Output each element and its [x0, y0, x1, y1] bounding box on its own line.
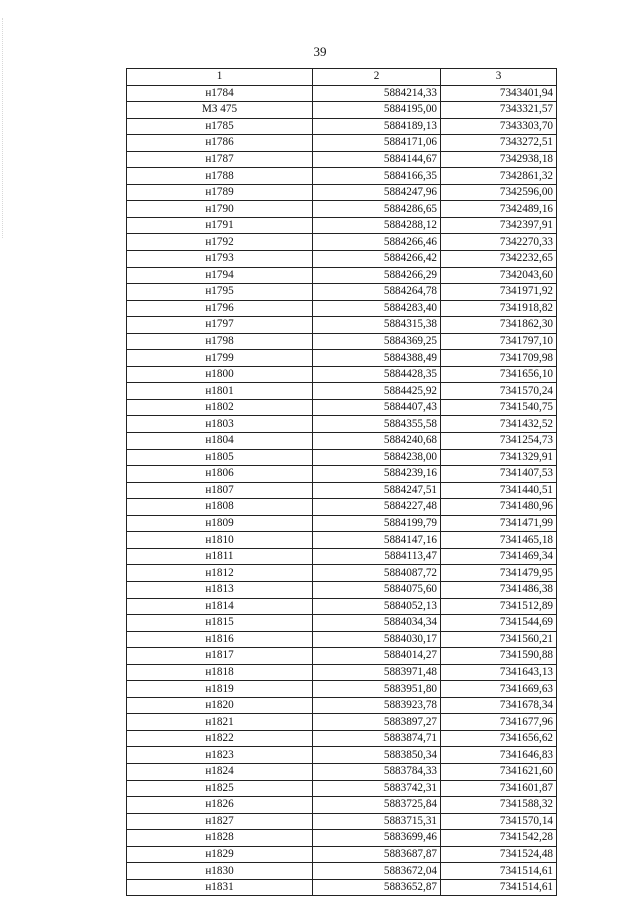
table-row: [127, 383, 557, 400]
point-id-cell: н1817: [127, 648, 313, 665]
point-id-cell: н1831: [127, 879, 313, 896]
point-id-cell: н1804: [127, 433, 313, 450]
y-coordinate-cell: 7341524,48: [441, 846, 557, 863]
x-coordinate-cell: 5884113,47: [313, 548, 441, 565]
point-id-cell: н1823: [127, 747, 313, 764]
table-row: [127, 102, 557, 119]
coordinates-table: [126, 68, 557, 896]
table-row: [127, 284, 557, 301]
table-row: [127, 581, 557, 598]
x-coordinate-cell: 5884239,16: [313, 466, 441, 483]
y-coordinate-cell: 7341669,63: [441, 681, 557, 698]
x-coordinate-cell: 5884030,17: [313, 631, 441, 648]
y-coordinate-cell: 7343401,94: [441, 85, 557, 102]
table-row: [127, 499, 557, 516]
table-row: [127, 366, 557, 383]
x-coordinate-cell: 5884166,35: [313, 168, 441, 185]
x-coordinate-cell: 5884266,29: [313, 267, 441, 284]
x-coordinate-cell: 5884266,42: [313, 251, 441, 268]
x-coordinate-cell: 5884171,06: [313, 135, 441, 152]
y-coordinate-cell: 7341254,73: [441, 433, 557, 450]
y-coordinate-cell: 7341479,95: [441, 565, 557, 582]
table-row: [127, 780, 557, 797]
page-number: 39: [313, 44, 327, 59]
x-coordinate-cell: 5884214,33: [313, 85, 441, 102]
y-coordinate-cell: 7341486,38: [441, 581, 557, 598]
x-coordinate-cell: 5884087,72: [313, 565, 441, 582]
x-coordinate-cell: 5884052,13: [313, 598, 441, 615]
y-coordinate-cell: 7341469,34: [441, 548, 557, 565]
table-row: [127, 433, 557, 450]
table-row: [127, 466, 557, 483]
y-coordinate-cell: 7341709,98: [441, 350, 557, 367]
point-id-cell: н1792: [127, 234, 313, 251]
x-coordinate-cell: 5884189,13: [313, 118, 441, 135]
y-coordinate-cell: 7341560,21: [441, 631, 557, 648]
point-id-cell: н1830: [127, 863, 313, 880]
table-row: [127, 515, 557, 532]
table-row: [127, 846, 557, 863]
table-row: [127, 333, 557, 350]
point-id-cell: н1786: [127, 135, 313, 152]
table-row: [127, 664, 557, 681]
y-coordinate-cell: 7341542,28: [441, 830, 557, 847]
x-coordinate-cell: 5883850,34: [313, 747, 441, 764]
x-coordinate-cell: 5883923,78: [313, 697, 441, 714]
x-coordinate-cell: 5884425,92: [313, 383, 441, 400]
header-row: [127, 69, 557, 86]
table-row: [127, 184, 557, 201]
point-id-cell: н1814: [127, 598, 313, 615]
y-coordinate-cell: 7341432,52: [441, 416, 557, 433]
point-id-cell: н1813: [127, 581, 313, 598]
y-coordinate-cell: 7343321,57: [441, 102, 557, 119]
y-coordinate-cell: 7342596,00: [441, 184, 557, 201]
table-header: [127, 69, 557, 86]
x-coordinate-cell: 5883715,31: [313, 813, 441, 830]
x-coordinate-cell: 5884147,16: [313, 532, 441, 549]
x-coordinate-cell: 5884388,49: [313, 350, 441, 367]
table-row: [127, 730, 557, 747]
y-coordinate-cell: 7341971,92: [441, 284, 557, 301]
y-coordinate-cell: 7342270,33: [441, 234, 557, 251]
point-id-cell: н1801: [127, 383, 313, 400]
point-id-cell: н1805: [127, 449, 313, 466]
x-coordinate-cell: 5884034,34: [313, 615, 441, 632]
x-coordinate-cell: 5883699,46: [313, 830, 441, 847]
table-row: [127, 85, 557, 102]
y-coordinate-cell: 7341407,53: [441, 466, 557, 483]
table-row: [127, 879, 557, 896]
point-id-cell: н1815: [127, 615, 313, 632]
table-row: [127, 763, 557, 780]
table-row: [127, 449, 557, 466]
point-id-cell: н1818: [127, 664, 313, 681]
x-coordinate-cell: 5884428,35: [313, 366, 441, 383]
point-id-cell: н1784: [127, 85, 313, 102]
point-id-cell: н1791: [127, 217, 313, 234]
point-id-cell: н1809: [127, 515, 313, 532]
table-row: [127, 234, 557, 251]
table-row: [127, 350, 557, 367]
point-id-cell: н1807: [127, 482, 313, 499]
table-row: [127, 267, 557, 284]
x-coordinate-cell: 5884315,38: [313, 317, 441, 334]
table-row: [127, 863, 557, 880]
point-id-cell: н1803: [127, 416, 313, 433]
point-id-cell: н1825: [127, 780, 313, 797]
x-coordinate-cell: 5884199,79: [313, 515, 441, 532]
table-row: [127, 797, 557, 814]
point-id-cell: н1808: [127, 499, 313, 516]
y-coordinate-cell: 7342397,91: [441, 217, 557, 234]
x-coordinate-cell: 5883971,48: [313, 664, 441, 681]
y-coordinate-cell: 7341601,87: [441, 780, 557, 797]
point-id-cell: н1798: [127, 333, 313, 350]
point-id-cell: н1821: [127, 714, 313, 731]
point-id-cell: МЗ 475: [127, 102, 313, 119]
x-coordinate-cell: 5883742,31: [313, 780, 441, 797]
point-id-cell: н1816: [127, 631, 313, 648]
y-coordinate-cell: 7341656,62: [441, 730, 557, 747]
table-row: [127, 631, 557, 648]
x-coordinate-cell: 5884355,58: [313, 416, 441, 433]
point-id-cell: н1797: [127, 317, 313, 334]
y-coordinate-cell: 7341544,69: [441, 615, 557, 632]
point-id-cell: н1802: [127, 399, 313, 416]
y-coordinate-cell: 7341643,13: [441, 664, 557, 681]
point-id-cell: н1824: [127, 763, 313, 780]
table-row: [127, 648, 557, 665]
table-row: [127, 615, 557, 632]
x-coordinate-cell: 5883897,27: [313, 714, 441, 731]
point-id-cell: н1789: [127, 184, 313, 201]
y-coordinate-cell: 7341514,61: [441, 879, 557, 896]
y-coordinate-cell: 7341512,89: [441, 598, 557, 615]
y-coordinate-cell: 7341862,30: [441, 317, 557, 334]
x-coordinate-cell: 5883725,84: [313, 797, 441, 814]
table-row: [127, 300, 557, 317]
y-coordinate-cell: 7342489,16: [441, 201, 557, 218]
table-row: [127, 482, 557, 499]
table-row: [127, 697, 557, 714]
point-id-cell: н1812: [127, 565, 313, 582]
y-coordinate-cell: 7341588,32: [441, 797, 557, 814]
table-row: [127, 317, 557, 334]
y-coordinate-cell: 7341514,61: [441, 863, 557, 880]
point-id-cell: н1796: [127, 300, 313, 317]
y-coordinate-cell: 7341590,88: [441, 648, 557, 665]
table-row: [127, 830, 557, 847]
y-coordinate-cell: 7342938,18: [441, 151, 557, 168]
table-row: [127, 399, 557, 416]
point-id-cell: н1790: [127, 201, 313, 218]
y-coordinate-cell: 7342861,32: [441, 168, 557, 185]
point-id-cell: н1795: [127, 284, 313, 301]
y-coordinate-cell: 7342232,65: [441, 251, 557, 268]
table-row: [127, 548, 557, 565]
y-coordinate-cell: 7341797,10: [441, 333, 557, 350]
y-coordinate-cell: 7341918,82: [441, 300, 557, 317]
table-row: [127, 201, 557, 218]
x-coordinate-cell: 5883874,71: [313, 730, 441, 747]
point-id-cell: н1820: [127, 697, 313, 714]
point-id-cell: н1794: [127, 267, 313, 284]
y-coordinate-cell: 7341656,10: [441, 366, 557, 383]
point-id-cell: н1827: [127, 813, 313, 830]
point-id-cell: н1822: [127, 730, 313, 747]
y-coordinate-cell: 7341480,96: [441, 499, 557, 516]
y-coordinate-cell: 7343303,70: [441, 118, 557, 135]
table-row: [127, 168, 557, 185]
x-coordinate-cell: 5883672,04: [313, 863, 441, 880]
y-coordinate-cell: 7341677,96: [441, 714, 557, 731]
x-coordinate-cell: 5884369,25: [313, 333, 441, 350]
point-id-cell: н1788: [127, 168, 313, 185]
x-coordinate-cell: 5884288,12: [313, 217, 441, 234]
x-coordinate-cell: 5884247,96: [313, 184, 441, 201]
table-row: [127, 714, 557, 731]
table-row: [127, 251, 557, 268]
x-coordinate-cell: 5884238,00: [313, 449, 441, 466]
x-coordinate-cell: 5884144,67: [313, 151, 441, 168]
table-row: [127, 565, 557, 582]
column-header-1: 1: [127, 69, 313, 86]
table-row: [127, 598, 557, 615]
table-row: [127, 151, 557, 168]
y-coordinate-cell: 7342043,60: [441, 267, 557, 284]
y-coordinate-cell: 7341646,83: [441, 747, 557, 764]
x-coordinate-cell: 5883687,87: [313, 846, 441, 863]
point-id-cell: н1806: [127, 466, 313, 483]
y-coordinate-cell: 7341570,14: [441, 813, 557, 830]
table-row: [127, 681, 557, 698]
x-coordinate-cell: 5884014,27: [313, 648, 441, 665]
point-id-cell: н1829: [127, 846, 313, 863]
table-row: [127, 217, 557, 234]
point-id-cell: н1787: [127, 151, 313, 168]
y-coordinate-cell: 7341570,24: [441, 383, 557, 400]
x-coordinate-cell: 5884283,40: [313, 300, 441, 317]
x-coordinate-cell: 5884240,68: [313, 433, 441, 450]
point-id-cell: н1793: [127, 251, 313, 268]
x-coordinate-cell: 5884247,51: [313, 482, 441, 499]
x-coordinate-cell: 5884264,78: [313, 284, 441, 301]
table-row: [127, 135, 557, 152]
y-coordinate-cell: 7341329,91: [441, 449, 557, 466]
x-coordinate-cell: 5883784,33: [313, 763, 441, 780]
point-id-cell: н1810: [127, 532, 313, 549]
column-header-3: 3: [441, 69, 557, 86]
table-row: [127, 118, 557, 135]
y-coordinate-cell: 7341465,18: [441, 532, 557, 549]
column-header-2: 2: [313, 69, 441, 86]
table-row: [127, 747, 557, 764]
y-coordinate-cell: 7341440,51: [441, 482, 557, 499]
y-coordinate-cell: 7343272,51: [441, 135, 557, 152]
table-row: [127, 416, 557, 433]
y-coordinate-cell: 7341678,34: [441, 697, 557, 714]
x-coordinate-cell: 5884227,48: [313, 499, 441, 516]
table-row: [127, 813, 557, 830]
table-body: [127, 85, 557, 896]
x-coordinate-cell: 5884407,43: [313, 399, 441, 416]
x-coordinate-cell: 5883652,87: [313, 879, 441, 896]
x-coordinate-cell: 5884195,00: [313, 102, 441, 119]
table-row: [127, 532, 557, 549]
x-coordinate-cell: 5884266,46: [313, 234, 441, 251]
y-coordinate-cell: 7341540,75: [441, 399, 557, 416]
point-id-cell: н1800: [127, 366, 313, 383]
y-coordinate-cell: 7341621,60: [441, 763, 557, 780]
point-id-cell: н1785: [127, 118, 313, 135]
x-coordinate-cell: 5884286,65: [313, 201, 441, 218]
point-id-cell: н1799: [127, 350, 313, 367]
y-coordinate-cell: 7341471,99: [441, 515, 557, 532]
x-coordinate-cell: 5884075,60: [313, 581, 441, 598]
point-id-cell: н1811: [127, 548, 313, 565]
x-coordinate-cell: 5883951,80: [313, 681, 441, 698]
point-id-cell: н1828: [127, 830, 313, 847]
point-id-cell: н1819: [127, 681, 313, 698]
point-id-cell: н1826: [127, 797, 313, 814]
